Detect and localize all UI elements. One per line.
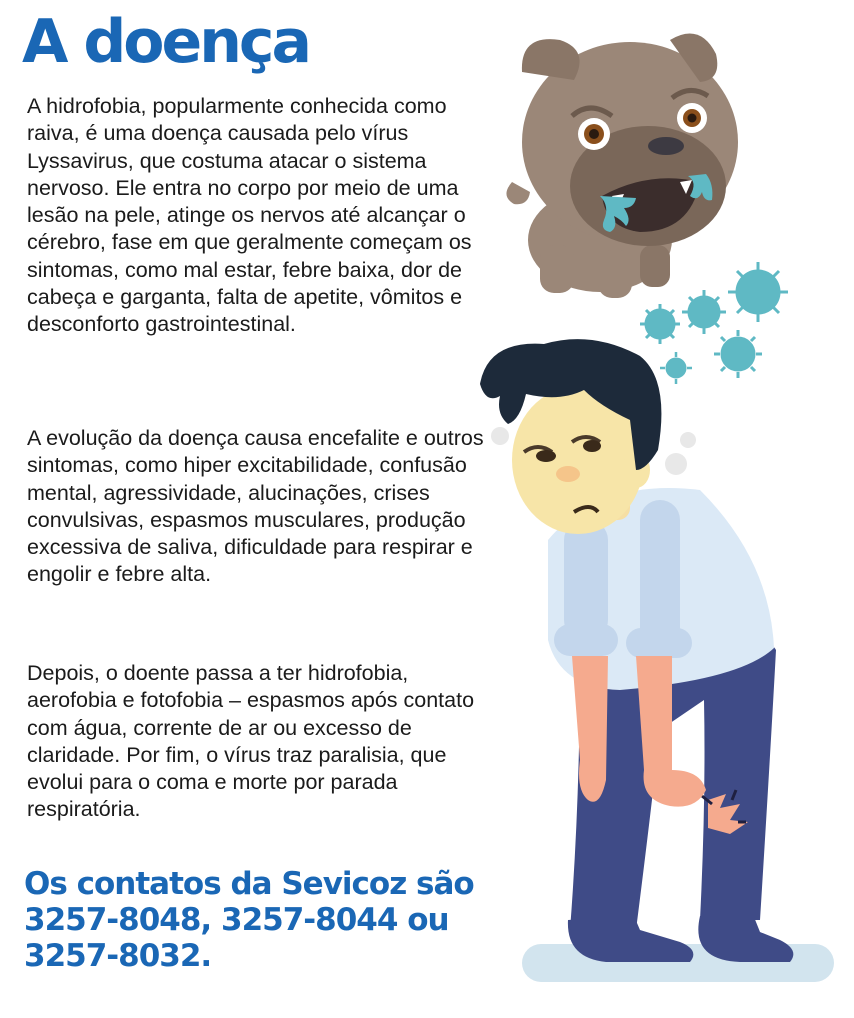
paragraph-intro: A hidrofobia, popularmente conhecida como raiva, é uma doença causada pelo vírus Lyssavirus, que costuma atacar o sistema nervoso. Ele entra no corpo por meio de uma lesão na pele, atinge os nervos até alcançar o cérebro, fase em que geralmente começam os sintomas, como mal estar, febre baixa, dor de cabeça e garganta, falta de apetite, vômitos e desconforto gastrointestinal.	[27, 94, 472, 337]
page-title: A doença	[22, 7, 309, 77]
paragraph-final-stage: Depois, o doente passa a ter hidrofobia, aerofobia e fotofobia – espasmos após contato com água, corrente de ar ou excesso de claridade. Por fim, o vírus traz paralisia, que evolui para o coma e morte por parada respiratória.	[27, 661, 475, 822]
paragraph-evolution: A evolução da doença causa encefalite e outros sintomas, como hiper excitabilidade, confusão mental, agressividade, alucinações, crises convulsivas, espasmos musculares, produção excessiva de saliva, dificuldade para respirar e engolir e febre alta.	[27, 426, 484, 587]
contact-phones: Os contatos da Sevicoz são 3257-8048, 3257-8044 ou 3257-8032.	[24, 866, 474, 974]
rabid-dog-icon	[506, 34, 738, 298]
sick-man-icon	[480, 339, 834, 982]
